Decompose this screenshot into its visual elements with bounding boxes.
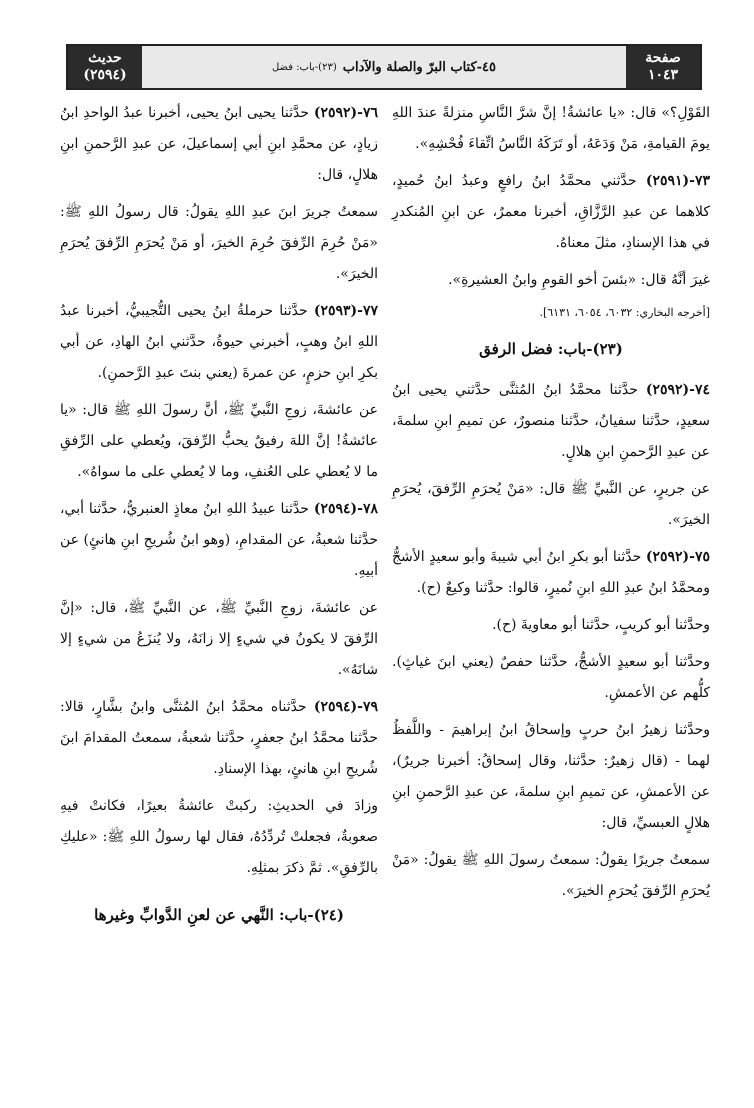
hadith-label: حديث bbox=[88, 50, 122, 66]
right-column bbox=[392, 98, 710, 913]
text-paragraph: وحدَّثنا أبو سعيدٍ الأشجُّ، حدَّثنا حفصٌ (يعني ابنَ غياثٍ). كلُّهم عن الأعمشِ. bbox=[392, 654, 710, 701]
chapter-heading: (٢٣)-باب: فضل الرفق bbox=[479, 340, 623, 358]
hadith-text: حدَّثنا حرملةُ ابنُ يحيى التُّجيبيُّ، أخبرنا عبدُ اللهِ ابنُ وهبٍ، أخبرني حيوةُ، حدَّثني ابنُ الهادِ، عن أبي بكرِ ابنِ حزمٍ، عن عمرةَ (يعني بنتَ عبدِ الرَّحمنِ). bbox=[60, 303, 378, 381]
hadith-paragraph bbox=[392, 166, 710, 259]
hadith-number: (٢٥٩٤) bbox=[83, 67, 127, 83]
hadith-text: حدَّثنا يحيى ابنُ يحيى، أخبرنا عبدُ الواحدِ ابنُ زيادٍ، عن محمَّدِ ابنِ أبي إسماعيلَ، عن عبدِ الرَّحمنِ ابنِ هلالٍ، قال: bbox=[60, 105, 378, 183]
hadith-number: ٧٦-(٢٥٩٢) bbox=[313, 105, 378, 121]
hadith-paragraph bbox=[60, 692, 378, 785]
text-paragraph: سمعتُ جريرَ ابنَ عبدِ اللهِ يقولُ: قال رسولُ اللهِ ﷺ: «مَنْ حُرِمَ الرِّفقَ حُرِمَ الخيرَ، أو مَنْ يُحرَمِ الرِّفقَ يُحرَمِ الخيرَ». bbox=[60, 204, 378, 282]
page-label: صفحة bbox=[645, 50, 681, 66]
hadith-paragraph bbox=[60, 494, 378, 587]
hadith-paragraph bbox=[60, 296, 378, 389]
text-paragraph: عن جريرٍ، عن النَّبيِّ ﷺ قال: «مَنْ يُحرَمِ الرِّفقَ، يُحرَمِ الخيرَ». bbox=[392, 481, 710, 528]
hadith-number-box bbox=[68, 46, 142, 88]
text-paragraph: وزادَ في الحديثِ: ركبتْ عائشةُ بعيرًا، فكانتْ فيهِ صعوبةٌ، فجعلتْ تُردِّدُهُ، فقال لها رسولُ اللهِ ﷺ: «عليكِ بالرِّفقِ». ثمَّ ذكرَ بمثلِهِ. bbox=[60, 798, 378, 876]
hadith-paragraph bbox=[392, 375, 710, 468]
hadith-paragraph bbox=[392, 542, 710, 604]
chapter-subtitle: (٢٣)-باب: فضل bbox=[271, 61, 337, 73]
page-number: ١٠٤٣ bbox=[647, 67, 679, 83]
hadith-paragraph bbox=[60, 98, 378, 191]
page-number-box bbox=[626, 46, 700, 88]
hadith-number: ٧٥-(٢٥٩٢) bbox=[645, 549, 710, 565]
hadith-number: ٧٩-(٢٥٩٤) bbox=[313, 699, 378, 715]
text-paragraph: وحدَّثنا زهيرُ ابنُ حربٍ وإسحاقُ ابنُ إبراهيمَ - واللَّفظُ لهما - (قال زهيرٌ: حدَّثنا، وقال إسحاقُ: أخبرنا جريرٌ)، عن الأعمشِ، عن تميمِ ابنِ سلمةَ، عن عبدِ الرَّحمنِ ابنِ هلالٍ العبسيِّ، قال: bbox=[392, 722, 710, 831]
hadith-number: ٧٨-(٢٥٩٤) bbox=[313, 501, 378, 517]
hadith-text: حدَّثناه محمَّدُ ابنُ المُثنَّى وابنُ بشَّارٍ، قالا: حدَّثنا محمَّدُ ابنُ جعفرٍ، حدَّثنا شعبةُ، سمعتُ المقدامَ ابنَ شُريحِ ابنِ هانئٍ، بهذا الإسنادِ. bbox=[60, 699, 378, 777]
text-paragraph: عن عائشةَ، زوجِ النَّبيِّ ﷺ، عن النَّبيِّ ﷺ، قال: «إنَّ الرِّفقَ لا يكونُ في شيءٍ إلا زانَهُ، ولا يُنزَعُ من شيءٍ إلا شانَهُ». bbox=[60, 600, 378, 678]
text-paragraph: القَوْلِ؟» قال: «يا عائشةُ! إنَّ شرَّ النَّاسِ منزلةً عندَ اللهِ يومَ القيامةِ، مَنْ وَدَعَهُ، أو تَرَكَهُ النَّاسُ اتِّقاءَ فُحْشِهِ». bbox=[392, 105, 710, 152]
hadith-number: ٧٤-(٢٥٩٢) bbox=[645, 382, 710, 398]
text-paragraph: غيرَ أنَّهُ قال: «بئسَ أخو القومِ وابنُ العشيرةِ». bbox=[448, 272, 710, 288]
text-paragraph: سمعتُ جريرًا يقولُ: سمعتُ رسولَ اللهِ ﷺ يقولُ: «مَنْ يُحرَمِ الرِّفقَ يُحرَمِ الخيرَ». bbox=[392, 852, 710, 899]
hadith-text: حدَّثني محمَّدُ ابنُ رافعٍ وعبدُ ابنُ حُميدٍ، كلاهما عن عبدِ الرَّزَّاقِ، أخبرنا معمرٌ، عن ابنِ المُنكدرِ في هذا الإسنادِ، مثلَ معناهُ. bbox=[392, 173, 710, 251]
hadith-text: حدَّثنا عبيدُ اللهِ ابنُ معاذٍ العنبريُّ، حدَّثنا أبي، حدَّثنا شعبةُ، عن المقدامِ، (وهو ابنُ شُريحِ ابنِ هانئٍ) عن أبيهِ. bbox=[60, 501, 378, 579]
hadith-text: حدَّثنا محمَّدُ ابنُ المُثنَّى حدَّثني يحيى ابنُ سعيدٍ، حدَّثنا سفيانُ، حدَّثنا منصورٌ، عن تميمِ ابنِ سلمةَ، عن عبدِ الرَّحمنِ ابنِ هلالٍ. bbox=[392, 382, 710, 460]
header-title-area bbox=[142, 46, 626, 88]
book-title: ٤٥-كتاب البرّ والصلة والآداب bbox=[342, 59, 497, 75]
chapter-heading: (٢٤)-باب: النَّهي عن لعنِ الدَّوابِّ وغيرها bbox=[94, 906, 344, 924]
page-header bbox=[66, 44, 702, 90]
hadith-text: حدَّثنا أبو بكرِ ابنُ أبي شيبةَ وأبو سعيدٍ الأشجُّ ومحمَّدُ ابنُ عبدِ اللهِ ابنِ نُميرٍ، قالوا: حدَّثنا وكيعٌ (ح). bbox=[392, 549, 710, 596]
source-reference: [أخرجه البخاري: ٦٠٣٢، ٦٠٥٤، ٦١٣١]. bbox=[539, 306, 710, 319]
text-paragraph: وحدَّثنا أبو كريبٍ، حدَّثنا أبو معاويةَ (ح). bbox=[492, 617, 710, 633]
hadith-number: ٧٧-(٢٥٩٣) bbox=[313, 303, 378, 319]
left-column bbox=[60, 98, 378, 941]
hadith-number: ٧٣-(٢٥٩١) bbox=[645, 173, 710, 189]
text-paragraph: عن عائشةَ، زوجِ النَّبيِّ ﷺ، أنَّ رسولَ اللهِ ﷺ قال: «يا عائشةُ! إنَّ اللهَ رفيقٌ يحبُّ الرِّفقَ، ويُعطي على الرِّفقِ ما لا يُعطي على العُنفِ، وما لا يُعطي على ما سواهُ». bbox=[60, 402, 378, 480]
